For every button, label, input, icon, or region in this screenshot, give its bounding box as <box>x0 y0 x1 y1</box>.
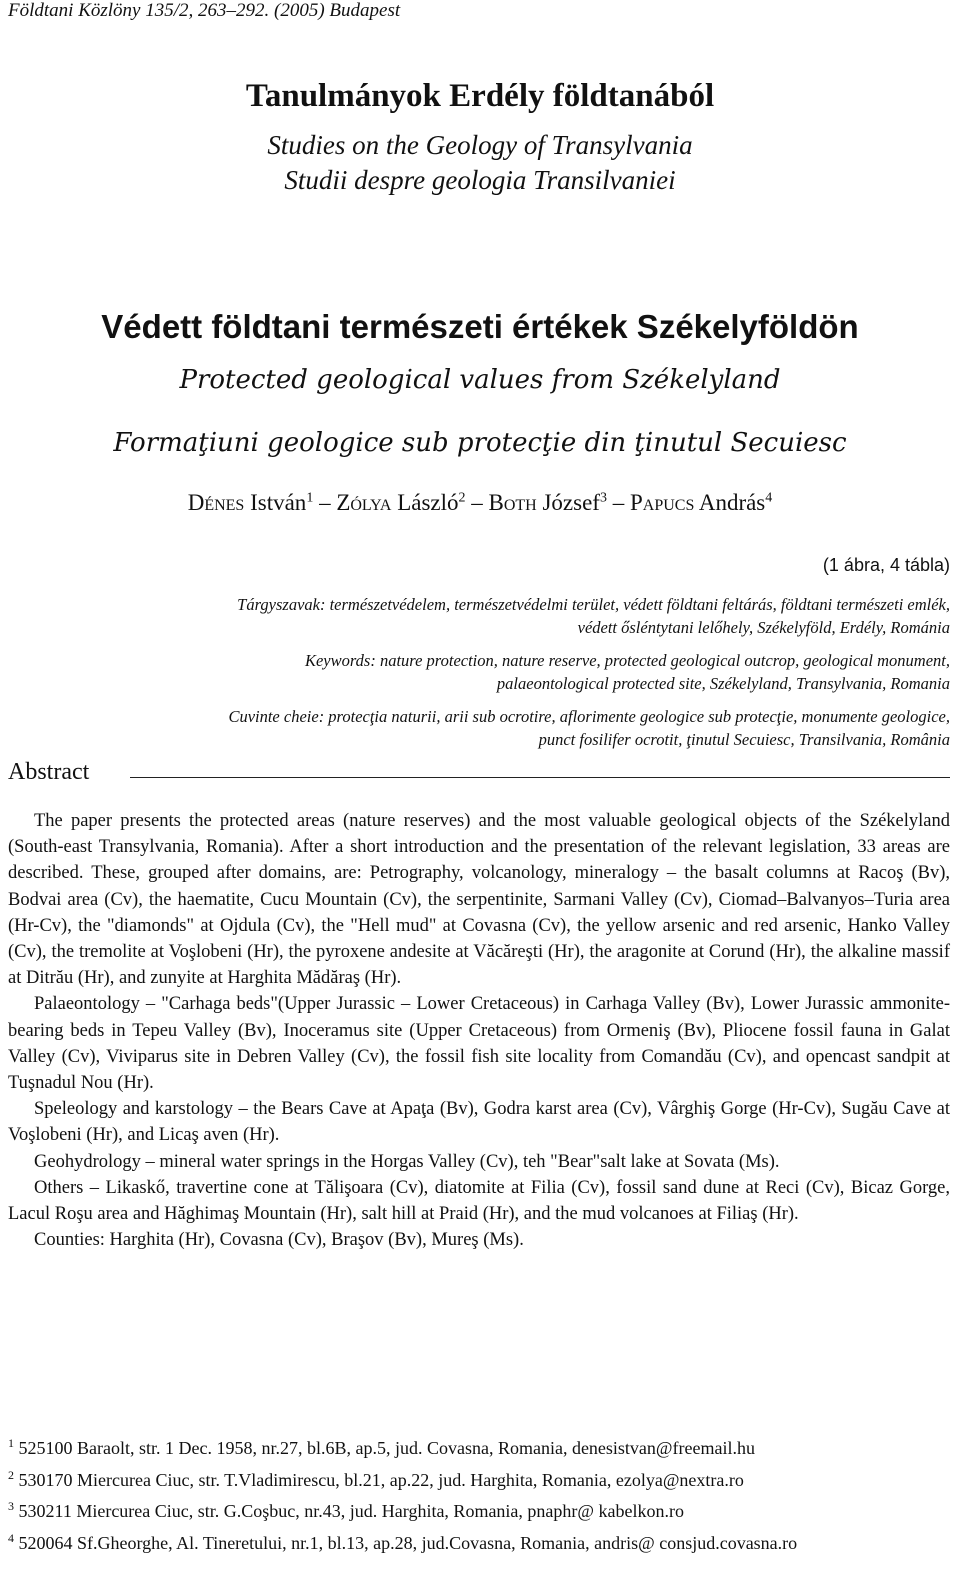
abstract-heading: Abstract <box>8 759 90 785</box>
author-list <box>0 490 960 516</box>
footnote-mark: 4 <box>8 1530 14 1545</box>
abstract-paragraph: Others – Likaskő, travertine cone at Tălişoara (Cv), diatomite at Filia (Cv), fossil sand dune at Reci (Cv), Bicaz Gorge, Lacul Roşu area and Hăghimaş Mountain (Hr), salt hill at Praid (Hr), and the mud volcanoes at Filiaş (Hr). <box>8 1177 950 1225</box>
abstract-paragraph: Counties: Harghita (Hr), Covasna (Cv), Braşov (Bv), Mureş (Ms). <box>34 1230 524 1251</box>
author-surname: Papucs <box>629 490 695 515</box>
author-given: László <box>397 490 459 515</box>
author-surname: Zólya <box>336 490 392 515</box>
footnote <box>8 1493 953 1525</box>
figures-note: (1 ábra, 4 tábla) <box>822 555 950 575</box>
abstract-paragraph: Speleology and karstology – the Bears Cave at Apaţa (Bv), Godra karst area (Cv), Vârghiş Gorge (Hr-Cv), Sugău Cave at Voşlobeni (Hr), and Licaş aven (Hr). <box>8 1099 950 1146</box>
keywords-en-line: palaeontological protected site, Székelyland, Transylvania, Romania <box>496 674 950 693</box>
author-name <box>630 490 772 515</box>
keywords-en <box>15 649 950 695</box>
author-name <box>336 490 465 515</box>
keywords-ro <box>15 705 950 751</box>
author-surname: Both <box>488 490 537 515</box>
author-separator: – <box>313 490 337 515</box>
author-given: András <box>698 490 766 515</box>
keywords-hu-line: védett ősléntytani lelőhely, Székelyföld, Erdély, Románia <box>577 618 950 637</box>
author-affiliation-mark: 3 <box>599 490 607 506</box>
author-name <box>489 490 607 515</box>
footnote-text: 530170 Miercurea Ciuc, str. T.Vladimirescu, bl.21, ap.22, jud. Harghita, Romania, ezolya@nextra.ro <box>18 1469 744 1490</box>
article-title-ro: Formaţiuni geologice sub protecţie din ţinutul Secuiesc <box>113 428 847 458</box>
abstract-body <box>8 808 950 1253</box>
author-given: József <box>542 490 600 515</box>
footnote-text: 525100 Baraolt, str. 1 Dec. 1958, nr.27, bl.6B, ap.5, jud. Covasna, Romania, denesistvan@freemail.hu <box>18 1438 755 1458</box>
abstract-paragraph: The paper presents the protected areas (nature reserves) and the most valuable geological objects of the Székelyland (South-east Transylvania, Romania). After a short introduction and the presentation of the relevant legislation, 33 areas are described. These, grouped after domains, are: Petrography, volcanology, mineralogy – the basalt columns at Racoş (Bv), Bodvai area (Cv), the haematite, Cucu Mountain (Cv), the serpentinite, Sarmani Valley (Cv), Ciomad–Balvanyos–Turia area (Hr-Cv), the "diamonds" at Ojdula (Cv), the "Hell mud" at Covasna (Cv), the yellow arsenic and red arsenic, Hanko Valley (Cv), the tremolite at Voşlobeni (Hr), the pyroxene andesite at Văcăreşti (Hr), the aragonite at Corund (Hr), the alkaline massif at Ditrău (Hr), and zunyite at Harghita Mădăraş (Hr). <box>8 811 950 989</box>
author-affiliation-mark: 2 <box>458 490 466 506</box>
footnote <box>8 1525 953 1557</box>
author-affiliation-mark: 1 <box>306 490 314 506</box>
author-separator: – <box>465 490 489 515</box>
author-separator: – <box>606 490 630 515</box>
series-title-hu: Tanulmányok Erdély földtanából <box>245 78 715 114</box>
keywords-hu-line: Tárgyszavak: természetvédelem, természetvédelmi terület, védett földtani feltárás, földtani természeti emlék, <box>237 595 950 614</box>
abstract-paragraph: Geohydrology – mineral water springs in the Horgas Valley (Cv), teh "Bear"salt lake at Sovata (Ms). <box>34 1151 780 1172</box>
footnote-text: 530211 Miercurea Ciuc, str. G.Coşbuc, nr.43, jud. Harghita, Romania, pnaphr@ kabelkon.ro <box>18 1501 684 1521</box>
keywords-hu <box>15 593 950 639</box>
keywords-en-line: Keywords: nature protection, nature reserve, protected geological outcrop, geological monument, <box>304 651 950 670</box>
abstract-rule <box>130 777 950 778</box>
footnote-mark: 2 <box>8 1467 14 1482</box>
author-affiliation-mark: 4 <box>765 490 773 506</box>
footnotes <box>8 1430 953 1556</box>
footnote-text: 520064 Sf.Gheorghe, Al. Tineretului, nr.1, bl.13, ap.28, jud.Covasna, Romania, andris@ consjud.covasna.ro <box>18 1532 798 1553</box>
series-title-ro: Studii despre geologia Transilvaniei <box>284 165 676 195</box>
keywords-ro-line: punct fosilifer ocrotit, ţinutul Secuiesc, Transilvania, România <box>538 730 950 749</box>
author-surname: Dénes <box>187 490 245 515</box>
footnote <box>8 1462 953 1494</box>
article-title-en: Protected geological values from Székelyland <box>179 365 781 395</box>
author-given: István <box>250 490 307 515</box>
article-title-hu: Védett földtani természeti értékek Székelyföldön <box>101 308 859 345</box>
footnote-mark: 1 <box>8 1436 14 1450</box>
journal-header: Földtani Közlöny 135/2, 263–292. (2005) Budapest <box>8 0 401 21</box>
footnote <box>8 1430 953 1462</box>
author-name <box>188 490 314 515</box>
abstract-paragraph: Palaeontology – "Carhaga beds"(Upper Jurassic – Lower Cretaceous) in Carhaga Valley (Bv), Lower Jurassic ammonite-bearing beds in Tepeu Valley (Bv), Inoceramus site (Upper Cretaceous) from Ormeniş (Bv), Pliocene fossil fauna in Galat Valley (Cv), Viviparus site in Debren Valley (Cv), the fossil fish site locality from Comandău (Cv), and opencast sandpit at Tuşnadul Nou (Hr). <box>8 994 950 1094</box>
keywords-ro-line: Cuvinte cheie: protecţia naturii, arii sub ocrotire, aflorimente geologice sub protecţie, monumente geologice, <box>228 707 950 726</box>
series-title-en: Studies on the Geology of Transylvania <box>267 130 693 160</box>
footnote-mark: 3 <box>8 1499 14 1513</box>
